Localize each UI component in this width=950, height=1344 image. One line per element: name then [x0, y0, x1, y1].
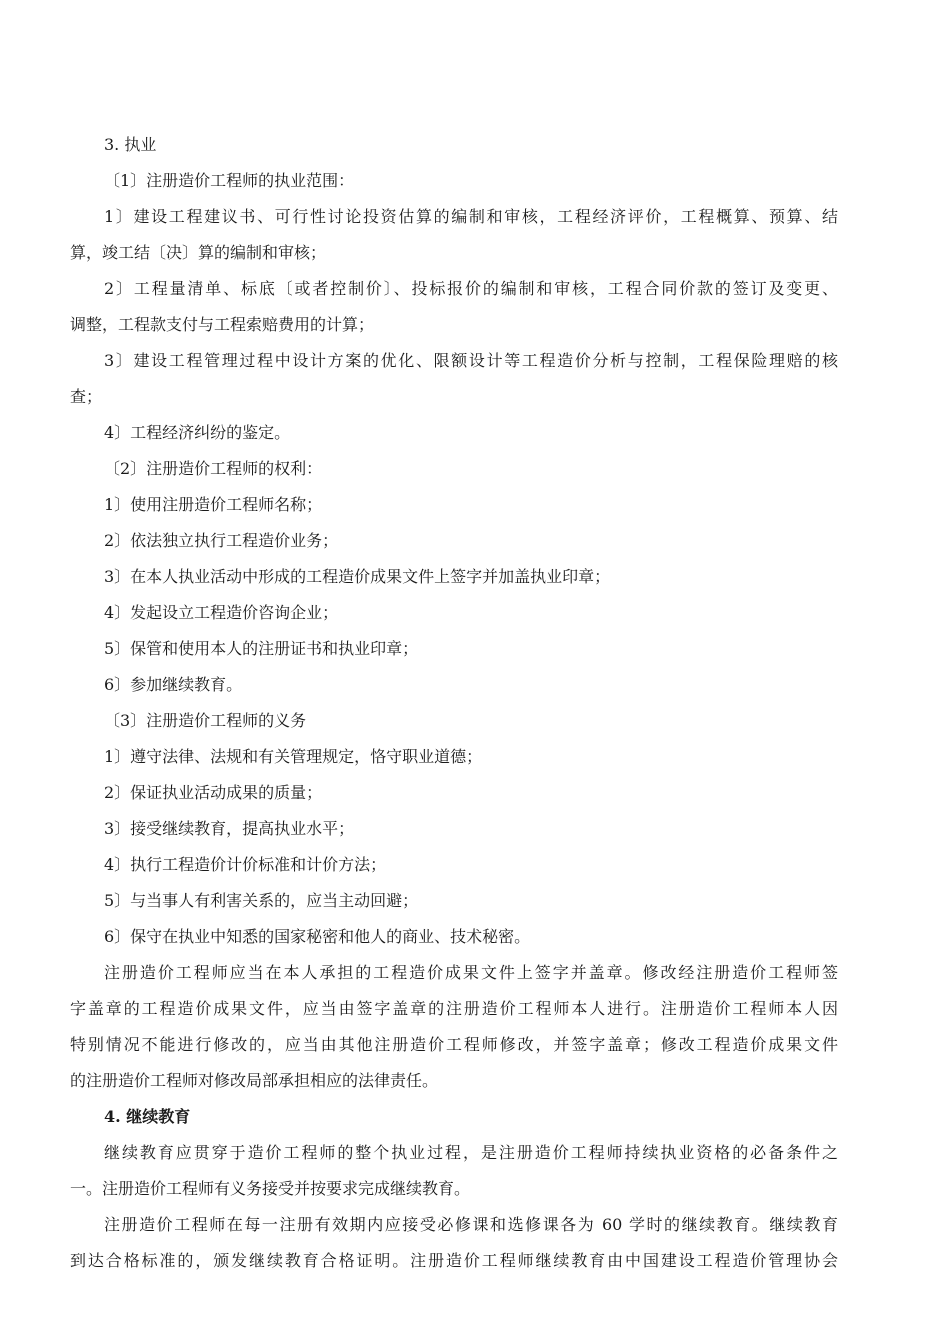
text-line: 〔1〕注册造价工程师的执业范围：: [104, 171, 355, 190]
text-line: 特别情况不能进行修改的，应当由其他注册造价工程师修改，并签字盖章；修改工程造价成果文件: [70, 1035, 838, 1054]
text-line: 3〕接受继续教育，提高执业水平；: [104, 819, 355, 838]
text-line: 6〕保守在执业中知悉的国家秘密和他人的商业、技术秘密。: [104, 927, 531, 946]
section-heading: 4. 继续教育: [104, 1107, 191, 1126]
text-line: 注册造价工程师在每一注册有效期内应接受必修课和选修课各为 60 学时的继续教育。继续教育: [104, 1215, 838, 1234]
text-line: 算，竣工结〔决〕算的编制和审核；: [70, 243, 327, 262]
text-line: 2〕工程量清单、标底〔或者控制价〕、投标报价的编制和审核，工程合同价款的签订及变更、: [104, 279, 838, 298]
text-line: 注册造价工程师应当在本人承担的工程造价成果文件上签字并盖章。修改经注册造价工程师签: [104, 963, 838, 982]
text-line: 一。注册造价工程师有义务接受并按要求完成继续教育。: [70, 1179, 471, 1198]
text-line: 3〕在本人执业活动中形成的工程造价成果文件上签字并加盖执业印章；: [104, 567, 611, 586]
text-line: 到达合格标准的，颁发继续教育合格证明。注册造价工程师继续教育由中国建设工程造价管理协会: [70, 1251, 838, 1270]
text-line: 3. 执业: [104, 135, 157, 154]
text-line: 5〕保管和使用本人的注册证书和执业印章；: [104, 639, 419, 658]
text-line: 1〕建设工程建议书、可行性讨论投资估算的编制和审核，工程经济评价，工程概算、预算、结: [104, 207, 838, 226]
text-line: 4〕执行工程造价计价标准和计价方法；: [104, 855, 387, 874]
text-line: 4〕发起设立工程造价咨询企业；: [104, 603, 339, 622]
text-line: 5〕与当事人有利害关系的，应当主动回避；: [104, 891, 419, 910]
document-body: [70, 127, 838, 1279]
text-line: 查；: [70, 387, 103, 406]
text-line: 1〕遵守法律、法规和有关管理规定，恪守职业道德；: [104, 747, 483, 766]
text-line: 2〕保证执业活动成果的质量；: [104, 783, 323, 802]
text-line: 〔2〕注册造价工程师的权利：: [104, 459, 323, 478]
text-line: 2〕依法独立执行工程造价业务；: [104, 531, 339, 550]
text-line: 字盖章的工程造价成果文件，应当由签字盖章的注册造价工程师本人进行。注册造价工程师本人因: [70, 999, 838, 1018]
text-line: 1〕使用注册造价工程师名称；: [104, 495, 323, 514]
text-line: 〔3〕注册造价工程师的义务: [104, 711, 307, 730]
text-line: 4〕工程经济纠纷的鉴定。: [104, 423, 291, 442]
text-line: 调整，工程款支付与工程索赔费用的计算；: [70, 315, 375, 334]
text-line: 3〕建设工程管理过程中设计方案的优化、限额设计等工程造价分析与控制，工程保险理赔的核: [104, 351, 838, 370]
text-line: 的注册造价工程师对修改局部承担相应的法律责任。: [70, 1071, 439, 1090]
text-line: 继续教育应贯穿于造价工程师的整个执业过程，是注册造价工程师持续执业资格的必备条件之: [104, 1143, 838, 1162]
text-line: 6〕参加继续教育。: [104, 675, 243, 694]
